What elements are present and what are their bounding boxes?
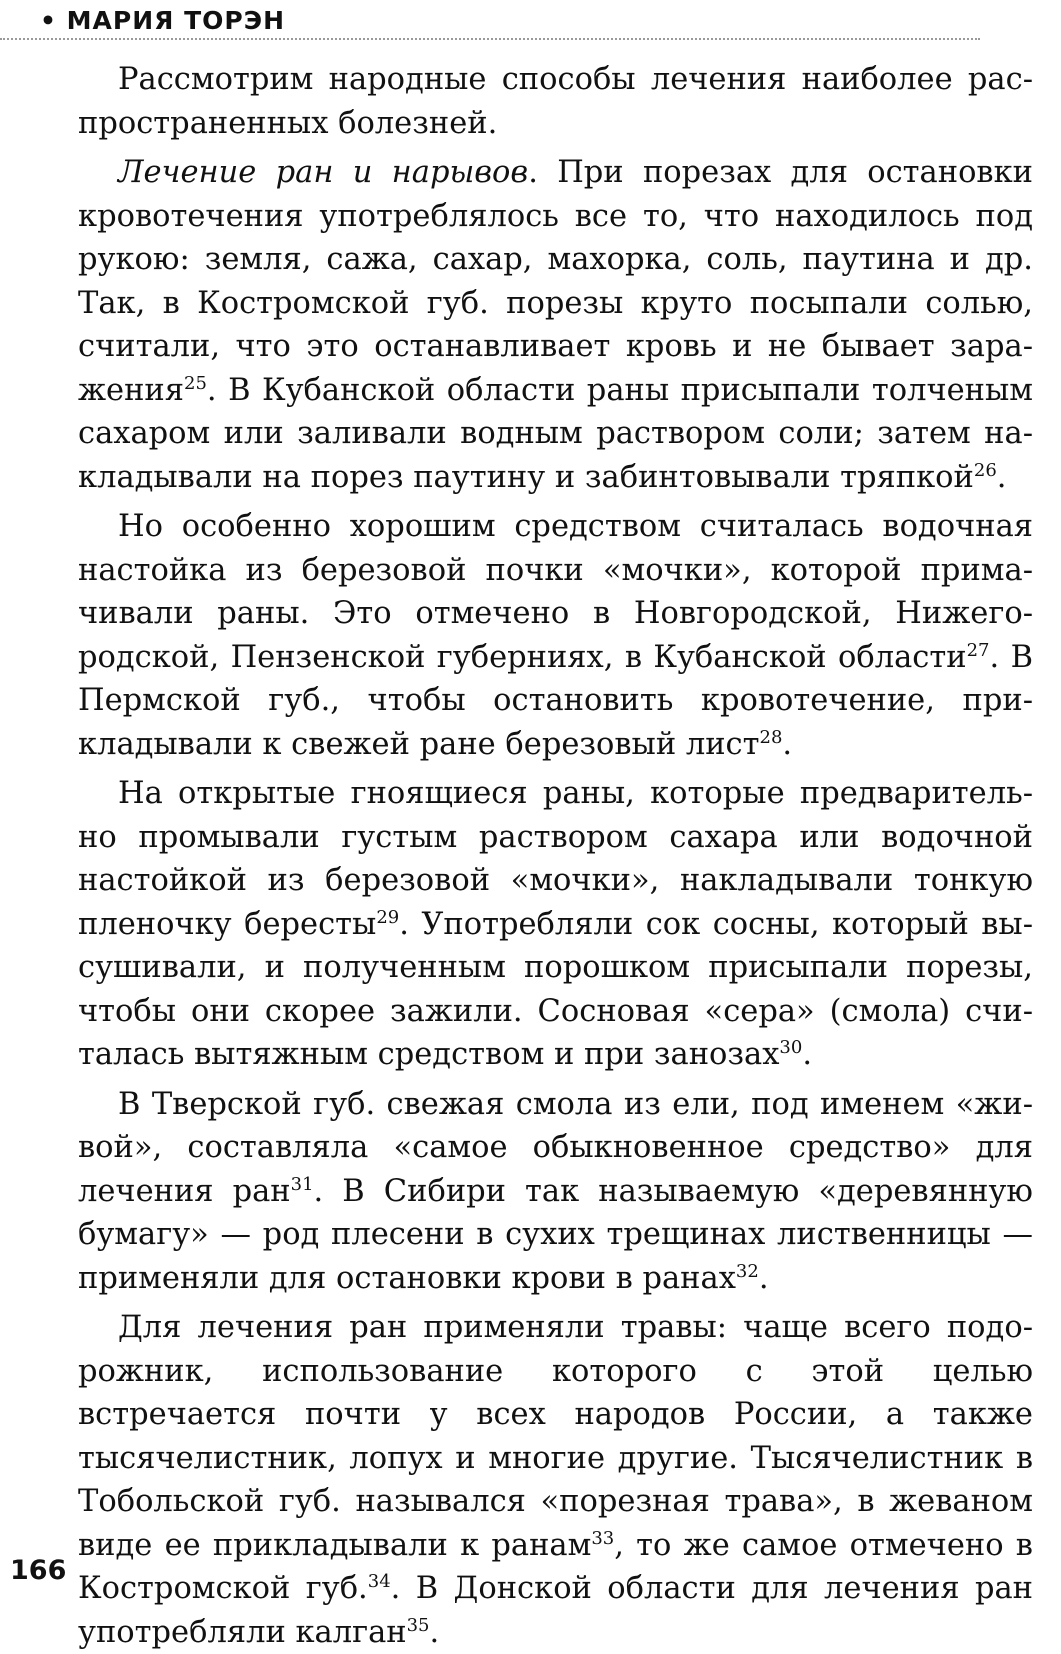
- paragraph: [78, 58, 1033, 145]
- footnote-ref: 34: [367, 1570, 391, 1592]
- paragraph: [78, 772, 1033, 1077]
- text-run: .: [429, 1614, 440, 1650]
- footnote-ref: 31: [290, 1173, 314, 1195]
- section-heading: Лечение ран и нарывов: [118, 155, 529, 190]
- footnote-ref: 35: [406, 1614, 430, 1636]
- text-run: . В Донской области для лечения ран употребляли калган: [78, 1571, 1034, 1650]
- text-run: .: [782, 726, 793, 762]
- paragraph: [78, 505, 1033, 766]
- footnote-ref: 26: [973, 459, 997, 481]
- text-run: На открытые гноящиеся раны, которые предварительно промывали густым раствором сахара или водочной настойкой из березовой «мочки», накладывали тонкую пленочку бересты: [78, 776, 1033, 942]
- text-run: , то же самое отмечено в Костромской губ.: [78, 1527, 1033, 1606]
- text-run: . В Кубанской области раны присыпали толченым сахаром или заливали водным раствором соли; затем накладывали на порез паутину и забинтовывали тряпкой: [78, 372, 1033, 495]
- text-run: . В Сибири так называемую «деревянную бумагу» — род плесени в сухих трещинах лиственницы — применяли для остановки крови в ранах: [78, 1173, 1033, 1296]
- text-run: . При порезах для остановки кровотечения употреблялось все то, что находилось под рукою: земля, сажа, сахар, махорка, соль, паутина и др. Так, в Костромской губ. порезы круто посыпали солью, считали, что это останавливает кровь и не бывает заражения: [78, 155, 1033, 408]
- text-run: Рассмотрим народные способы лечения наиболее распространенных болезней.: [78, 62, 1033, 141]
- footnote-ref: 32: [735, 1260, 759, 1282]
- paragraph: [78, 151, 1033, 499]
- text-run: Но особенно хорошим средством считалась водочная настойка из березовой почки «мочки», которой примачивали раны. Это отмечено в Новгородской, Нижегородской, Пензенской губерниях, в Кубанской области: [78, 509, 1033, 675]
- paragraph: [78, 1306, 1033, 1654]
- text-run: .: [996, 459, 1007, 495]
- footnote-ref: 30: [779, 1036, 803, 1058]
- text-run: . Употребляли сок сосны, который высушивали, и полученным порошком присыпали порезы, чтобы они скорее зажили. Сосновая «сера» (смола) считалась вытяжным средством и при занозах: [78, 906, 1033, 1072]
- text-run: Для лечения ран применяли травы: чаще всего подорожник, использование которого с этой целью встречается почти у всех народов России, а также тысячелистник, лопух и многие другие. Тысячелистник в Тобольской губ. назывался «порезная трава», в жеваном виде ее прикладывали к ранам: [78, 1310, 1033, 1563]
- running-head: • МАРИЯ ТОРЭН: [40, 6, 286, 35]
- text-run: . В Пермской губ., чтобы остановить кровотечение, прикладывали к свежей ране березовый лист: [78, 639, 1033, 762]
- body-text: [78, 58, 1033, 1654]
- text-run: .: [758, 1260, 769, 1296]
- text-run: В Тверской губ. свежая смола из ели, под именем «живой», составляла «самое обыкновенное средство» для лечения ран: [78, 1086, 1033, 1209]
- text-run: .: [802, 1037, 813, 1072]
- footnote-ref: 25: [184, 372, 207, 394]
- paragraph: [78, 1083, 1033, 1301]
- footnote-ref: 29: [376, 906, 400, 928]
- footnote-ref: 33: [591, 1527, 615, 1549]
- footnote-ref: 28: [759, 726, 783, 748]
- footnote-ref: 27: [966, 639, 990, 661]
- page-number: 166: [10, 1555, 67, 1586]
